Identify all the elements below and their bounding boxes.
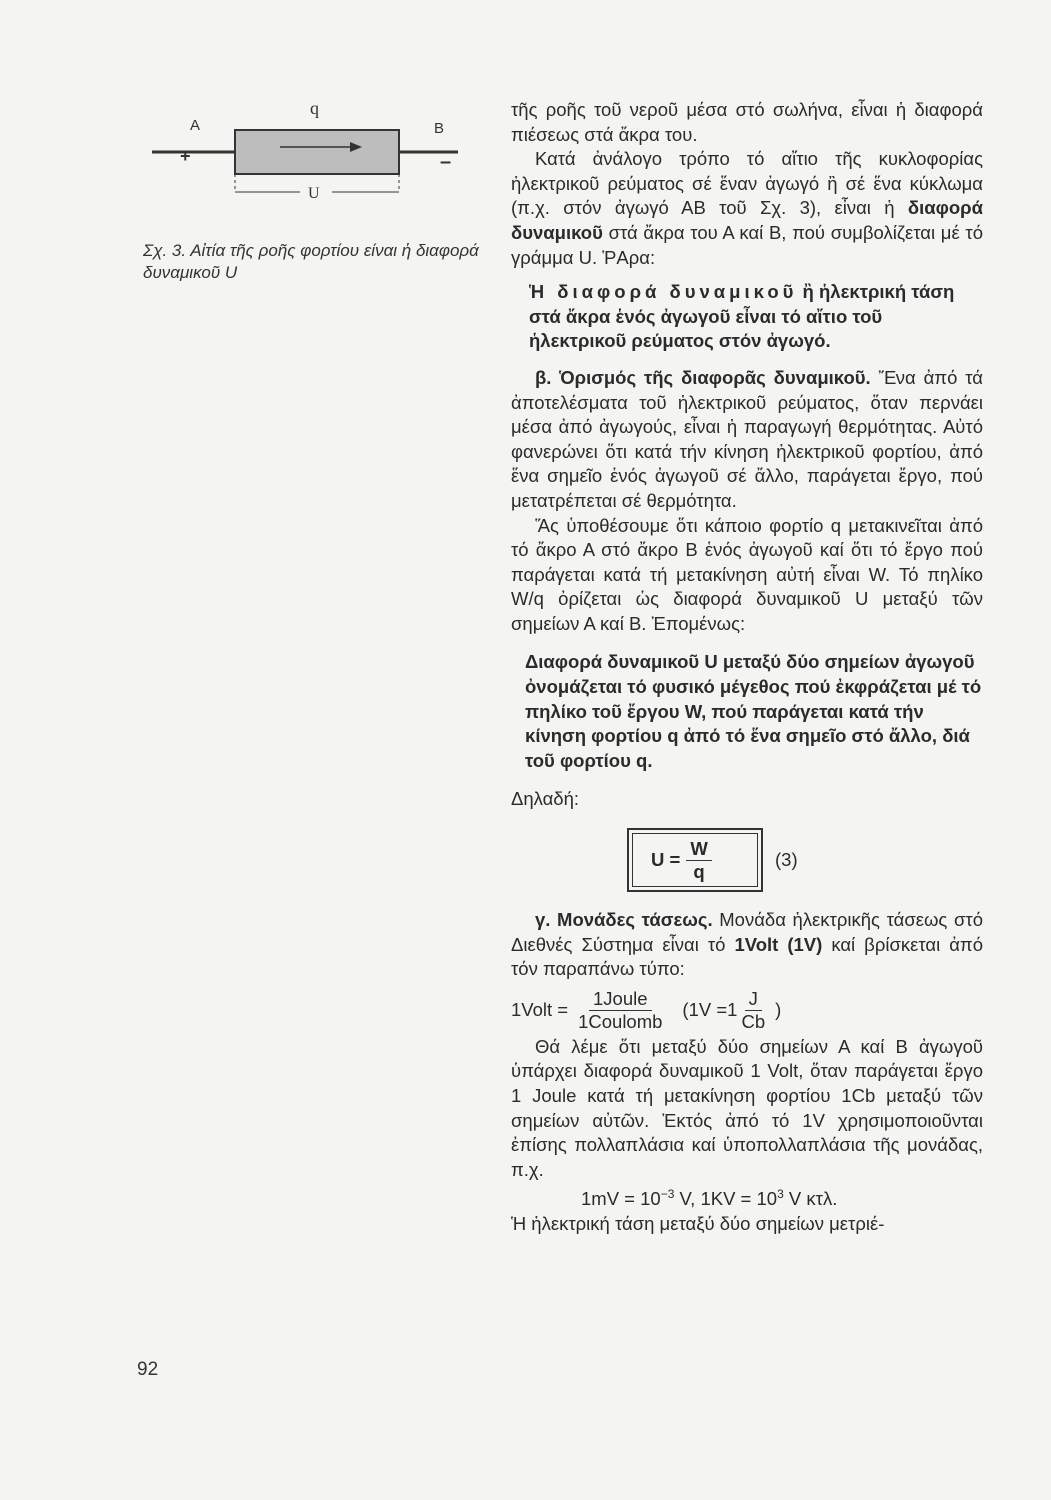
formula-lhs: U =	[651, 849, 681, 871]
volt-eq-fraction	[574, 988, 666, 1033]
p5-text-a: Μονάδα ἡλεκτρικῆς τάσεως στό Διεθνές Σύστημα εἶναι τό	[511, 909, 983, 955]
main-text-column	[511, 98, 983, 1237]
volt-eq-denominator: 1Coulomb	[578, 1010, 663, 1032]
volt-eq-denominator-2: Cb	[741, 1010, 766, 1032]
p2-text-a: Κατά ἀνάλογο τρόπο τό αἴτιο τῆς κυκλοφορίας ἡλεκτρικοῦ ρεύματος σέ ἕναν ἀγωγό ἢ σέ ἕνα κύκλωμα (π.χ. στόν ἀγωγό ΑΒ τοῦ Σχ. 3), εἶναι ἡ	[511, 148, 983, 219]
p5-bold: 1Volt (1V)	[734, 933, 823, 955]
plus-sign: +	[180, 146, 191, 166]
definition-1	[529, 280, 983, 354]
section-gamma-heading: γ. Μονάδες τάσεως.	[535, 909, 713, 931]
definition-1-spaced: Ἡ διαφορά δυναμικοῦ	[529, 281, 798, 303]
volt-equation	[511, 988, 983, 1033]
section-beta-heading: β. Ὁρισμός τῆς διαφορᾶς δυναμικοῦ.	[535, 366, 871, 388]
formula-box	[627, 828, 798, 892]
volt-eq-numerator: 1Joule	[589, 988, 652, 1011]
definition-2: Διαφορά δυναμικοῦ U μεταξύ δύο σημείων ἀγωγοῦ ὀνομάζεται τό φυσικό μέγεθος πού ἐκφράζεται μέ τό πηλίκο τοῦ ἔργου W, πού παράγεται κατά τήν κίνηση φορτίου q ἀπό τό ἕνα σημεῖο στό ἄλλο, διά τοῦ φορτίου q.	[525, 651, 982, 771]
volt-eq-fraction-2	[737, 988, 769, 1033]
paragraph-5	[511, 908, 983, 982]
label-u: U	[308, 185, 320, 202]
p7-text-b: V, 1KV = 10	[674, 1188, 778, 1210]
label-a: A	[190, 117, 201, 134]
volt-eq-lhs: 1Volt =	[511, 999, 569, 1021]
p7-exponent-1: −3	[660, 1187, 675, 1202]
paragraph-7	[511, 1182, 983, 1212]
conductor-svg	[140, 88, 480, 208]
minus-sign: –	[440, 151, 452, 173]
paragraph-1: τῆς ροῆς τοῦ νεροῦ μέσα στό σωλήνα, εἶναι ἡ διαφορά πιέσεως στά ἄκρα του.	[511, 99, 983, 145]
paragraph-4: Ἅς ὑποθέσουμε ὅτι κάποιο φορτίο q μετακινεῖται ἀπό τό ἄκρο Α στό ἄκρο Β ἑνός ἀγωγοῦ καί ὅτι τό ἔργο πού παράγεται κατά τή μετακίνηση αὐτή εἶναι W. Τό πηλίκο W/q ὀρίζεται ὡς διαφορά δυναμικοῦ U μεταξύ τῶν σημείων Α καί Β. Ἐπομένως:	[511, 514, 983, 634]
label-q: q	[310, 98, 319, 118]
definition-1-rest: ἢ ἡλεκτρική τάση στά ἄκρα ἑνός ἀγωγοῦ εἶναι τό αἴτιο τοῦ ἡλεκτρικοῦ ρεύματος στόν ἀγωγό.	[529, 281, 955, 352]
equation-number: (3)	[775, 849, 798, 871]
paragraph-3	[511, 366, 983, 514]
figure-conductor-diagram	[140, 88, 480, 208]
figure-caption: Σχ. 3. Αἰτία τῆς ροῆς φορτίου είναι ἡ διαφορά δυναμικοῦ U	[143, 241, 479, 282]
formula-denominator: q	[693, 861, 705, 883]
volt-eq-numerator-2: J	[745, 988, 762, 1011]
paragraph-6: Θά λέμε ὅτι μεταξύ δύο σημείων Α καί Β ἀγωγοῦ ὑπάρχει διαφορά δυναμικοῦ 1 Volt, ὅταν παράγεται ἔργο 1 Joule κατά τή μετακίνηση φορτίου 1Cb μεταξύ τῶν σημείων αὐτῶν. Ἐκτός ἀπό τό 1V χρησιμοποιοῦνται ἐπίσης πολλαπλάσια καί ὑποπολλαπλάσια τῆς μονάδας, π.χ.	[511, 1035, 983, 1180]
p7-exponent-2: 3	[777, 1187, 784, 1202]
label-b: B	[434, 120, 445, 137]
paragraph-8: Ἡ ἡλεκτρική τάση μεταξύ δύο σημείων μετριέ-	[511, 1213, 885, 1235]
formula-fraction	[686, 838, 711, 883]
page-number: 92	[137, 1359, 159, 1380]
p7-text-c: V κτλ.	[783, 1188, 838, 1210]
volt-eq-paren-a: (1V =1	[682, 999, 738, 1021]
dilladi-label: Δηλαδή:	[511, 788, 580, 810]
conductor-rect	[235, 130, 399, 174]
p7-text-a: 1mV = 10	[581, 1188, 661, 1210]
p2-text-b: στά ἄκρα του Α καί Β, πού συμβολίζεται μέ τό γράμμα U. ῬΑρα:	[511, 221, 983, 268]
paragraph-2	[511, 147, 983, 270]
p3-text: Ἔνα ἀπό τά ἀποτελέσματα τοῦ ἡλεκτρικοῦ ρεύματος, ὅταν περνάει μέσα ἀπό ἀγωγούς, εἶναι ἡ παραγωγή θερμότητας. Αὐτό φανερώνει ὅτι κατά τήν κίνηση ἡλεκτρικοῦ φορτίου, ἀπό ἕνα σημεῖο ἑνός ἀγωγοῦ σέ ἄλλο, παράγεται ἔργο, πού μετατρέπεται σέ θερμότητα.	[511, 366, 983, 511]
p2-bold: διαφορά δυναμικοῦ	[511, 197, 983, 243]
volt-eq-paren-b: )	[775, 999, 782, 1021]
formula-numerator: W	[686, 838, 711, 861]
p5-text-b: καί βρίσκεται ἀπό τόν παραπάνω τύπο:	[511, 933, 983, 980]
